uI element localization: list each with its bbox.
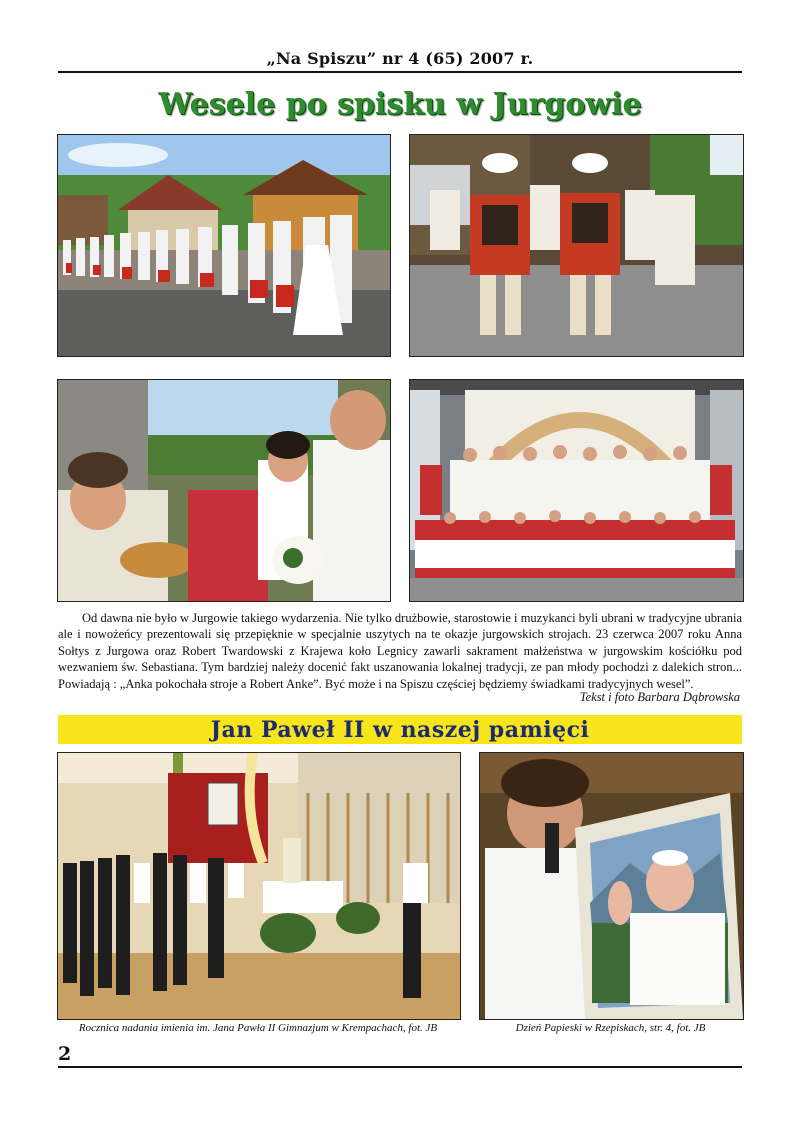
photo-bread-greeting (57, 379, 391, 602)
section-banner: Jan Paweł II w naszej pamięci (58, 715, 742, 744)
page-number: 2 (58, 1043, 72, 1065)
photo-group (409, 379, 744, 602)
footer-rule (58, 1066, 742, 1068)
photo-wedding-procession (57, 134, 391, 357)
photo-school-hall (57, 752, 461, 1020)
article-body: Od dawna nie było w Jurgowie takiego wydarzenia. Nie tylko drużbowie, starostowie i muzykanci byli ubrani w tradycyjne ubrania ale i nowożeńcy prezentowali się przepięknie w specjalnie uszytych na te okazje jurgowskich strojach. 23 czerwca 2007 roku Anna Sołtys z Jurgowa oraz Robert Twardowski z Krajewa koło Legnicy zawarli sakrament małżeństwa w jurgowskim kościółku pod wezwaniem św. Sebastiana. Tym bardziej należy docenić fakt uszanowania lokalnej tradycji, ze pan młody pochodzi z dalekich stron... Powiadają : „Anka pokochała stroje a Robert Anke”. Być może i na Spiszu częściej będziemy świadkami tradycyjnych wesel”. (58, 611, 742, 691)
article-credit: Tekst i foto Barbara Dąbrowska (579, 690, 740, 704)
header-rule (58, 71, 742, 73)
caption-school-hall: Rocznica nadania imienia im. Jana Pawła II Gimnazjum w Krempachach, fot. JB (78, 1022, 438, 1034)
article-title: Wesele po spisku w Jurgowie (158, 87, 642, 122)
photo-highlanders (409, 134, 744, 357)
masthead: „Na Spiszu” nr 4 (65) 2007 r. (266, 49, 534, 68)
photo-pope-portrait (479, 752, 744, 1020)
caption-pope-portrait: Dzień Papieski w Rzepiskach, str. 4, fot. JB (515, 1022, 706, 1034)
